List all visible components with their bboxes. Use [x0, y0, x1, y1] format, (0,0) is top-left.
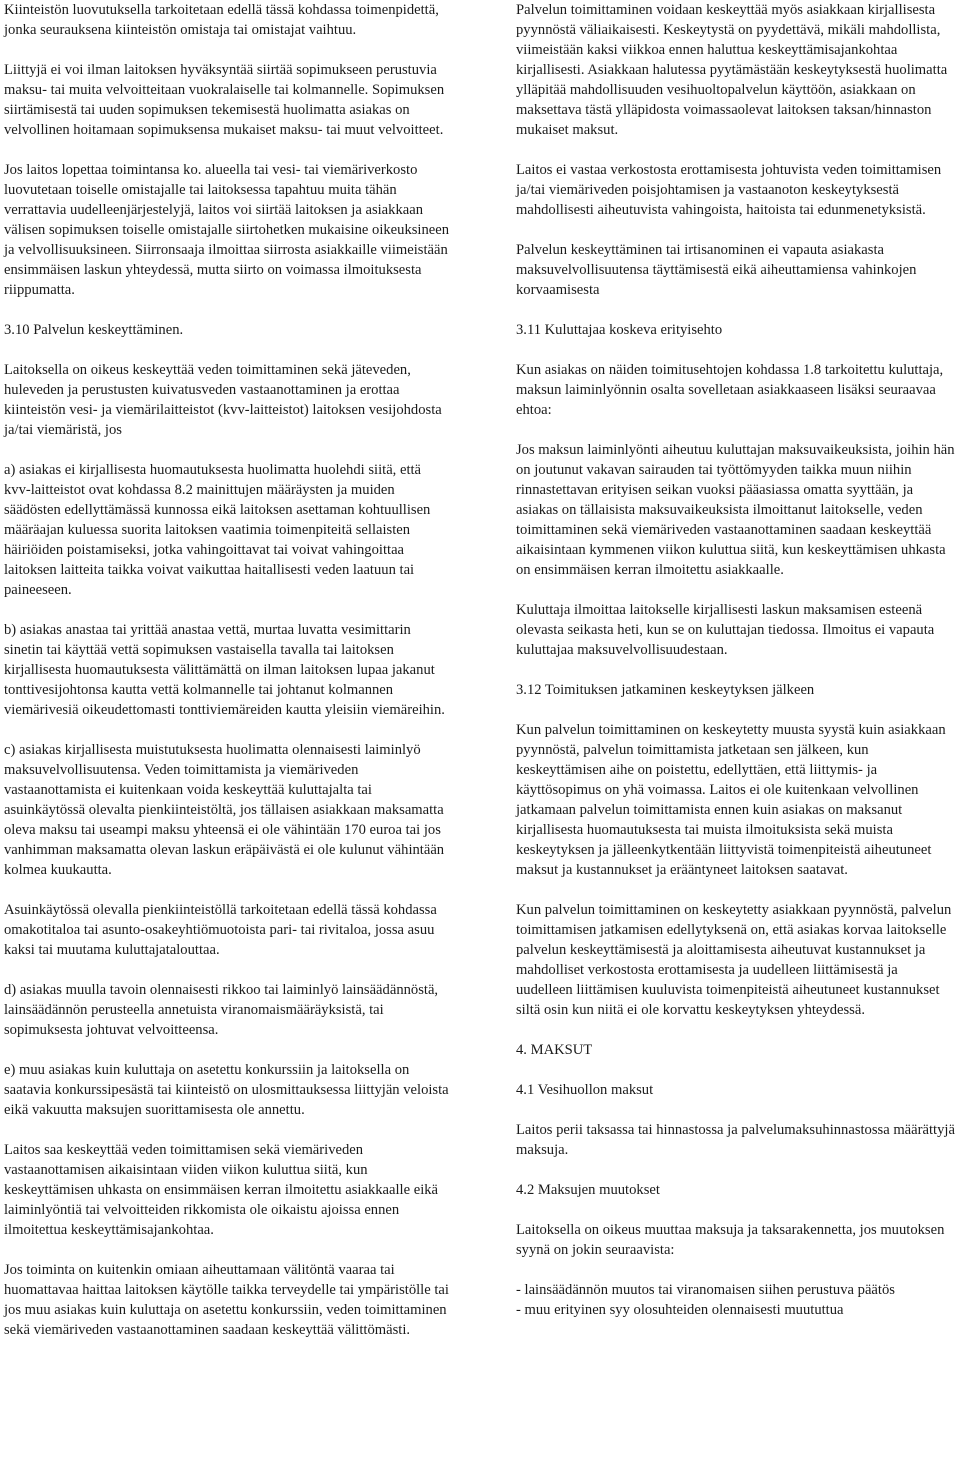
list-item: - lainsäädännön muutos tai viranomaisen siihen perustuva päätös — [516, 1282, 895, 1298]
list-item-e: e) muu asiakas kuin kuluttaja on asetettu konkurssiin ja laitoksella on saatavia konkurssipesästä tai kiinteistö on ulosmittauksessa liittyjän veloista eikä vakuutta maksujen suorittamisesta ole annettu. — [4, 1062, 449, 1118]
list-item-d: d) asiakas muulla tavoin olennaisesti rikkoo tai laiminlyö lainsäädännöstä, lainsäädännön perusteella annetuista viranomaismääräyksistä, tai sopimuksesta johtuvat velvoitteensa. — [4, 982, 439, 1038]
list-item-b: b) asiakas anastaa tai yrittää anastaa vettä, murtaa luvatta vesimittarin sinetin tai käyttää vettä sopimuksen vastaisella tavalla tai laitoksen kirjallisesta huomautuksesta välittämättä on ilman laitoksen lupaa jakanut tonttivesijohtonsa kautta vettä kolmannelle tai johtanut kolmannen viemärivesiä oikeudettomasti tonttiviemäreiden kautta yleisiin viemäreihin. — [4, 622, 445, 718]
list-item-a: a) asiakas ei kirjallisesta huomautuksesta huolimatta huolehdi siitä, että kvv-laitteistot ovat kohdassa 8.2 mainittujen määräysten ja muiden säädösten edellyttämässä kunnossa eikä laitoksen asettaman kohtuullisen määräajan kuluessa suorita laitoksen vaatimia toimenpiteitä sellaisten häiriöiden poistamiseksi, jotka vahingoittavat tai voivat vahingoittaa laitoksen laitteita taikka voivat vaikuttaa haitallisesti veden laatuun tai paineeseen. — [4, 462, 431, 598]
paragraph: Jos toiminta on kuitenkin omiaan aiheuttamaan välitöntä vaaraa tai huomattavaa haittaa laitoksen käytölle taikka terveydelle tai ympäristölle tai jos muu asiakas kuin kuluttaja on asetettu konkurssiin, veden toimittaminen sekä viemäriveden vastaanottaminen saadaan keskeyttää välittömästi. — [4, 1262, 449, 1338]
paragraph: Palvelun keskeyttäminen tai irtisanominen ei vapauta asiakasta maksuvelvollisuutensa täyttämisestä eikä aiheuttamiensa vahinkojen korvaamisesta — [516, 242, 917, 298]
paragraph: Laitos perii taksassa tai hinnastossa ja palvelumaksuhinnastossa määrättyjä maksuja. — [516, 1122, 955, 1158]
section-heading: 3.12 Toimituksen jatkaminen keskeytyksen jälkeen — [516, 682, 815, 698]
section-heading: 3.10 Palvelun keskeyttäminen. — [4, 322, 184, 338]
section-heading: 4.1 Vesihuollon maksut — [516, 1082, 654, 1098]
list-item-c: c) asiakas kirjallisesta muistutuksesta huolimatta olennaisesti laiminlyö maksuvelvollisuutensa. Veden toimittamista ja viemäriveden vastaanottamista ei kuitenkaan voida keskeyttää kuluttajalta tai asuinkäytössä olevalta pienkiinteistöltä, jos tällaisen asiakkaan maksamatta oleva maksu tai useampi maksu yhteensä ei ole vähintään 170 euroa tai jos vanhimman maksamatta olevan laskun eräpäivästä ei ole kulunut vähintään kolmea kuukautta. — [4, 742, 445, 878]
paragraph: Laitos saa keskeyttää veden toimittamisen sekä viemäriveden vastaanottamisen aikaisintaan viiden viikon kuluttua siitä, kun keskeyttämisen uhkasta on ensimmäisen kerran ilmoitettu asiakkaalle eikä laiminlyöntiä tai velvoitteiden rikkomista ole oikaistu ajoissa ennen ilmoitettua keskeyttämisajankohtaa. — [4, 1142, 439, 1238]
right-column — [516, 0, 956, 1320]
paragraph: Laitoksella on oikeus keskeyttää veden toimittaminen sekä jäteveden, huleveden ja perustusten kuivatusveden vastaanottaminen ja erottaa kiinteistön vesi- ja viemärilaitteistot (kvv-laitteistot) laitoksen vesijohdosta ja/tai viemäristä, jos — [4, 362, 442, 438]
section-heading: 4.2 Maksujen muutokset — [516, 1182, 660, 1198]
paragraph: Kuluttaja ilmoittaa laitokselle kirjallisesti laskun maksamisen esteenä olevasta seikasta heti, kun se on kuluttajan tiedossa. Ilmoitus ei vapauta kuluttajaa maksuvelvollisuudestaan. — [516, 602, 935, 658]
paragraph: Laitoksella on oikeus muuttaa maksuja ja taksarakennetta, jos muutoksen syynä on jokin seuraavista: — [516, 1222, 945, 1258]
paragraph: Liittyjä ei voi ilman laitoksen hyväksyntää siirtää sopimukseen perustuvia maksu- tai muita velvoitteitaan vuokralaiselle tai kolmannelle. Sopimuksen siirtämisestä tai uuden sopimuksen tekemisestä huolimatta asiakas on velvollinen hoitamaan sopimuksensa mukaiset maksu- tai muut velvoitteet. — [4, 62, 445, 138]
paragraph: Kun palvelun toimittaminen on keskeytetty muusta syystä kuin asiakkaan pyynnöstä, palvelun toimittamista jatketaan sen jälkeen, kun keskeyttämisen aihe on poistettu, edellyttäen, että liittymis- ja käyttösopimus on yhä voimassa. Laitos ei ole kuitenkaan velvollinen jatkamaan palvelun toimittamista ennen kuin asiakas on maksanut kirjallisesta huomautuksesta tai muista ilmoituksista sekä muista keskeytyksen ja jälleenkytkentään liittyvistä toimenpiteistä aiheutuneet maksut ja kustannukset ja erääntyneet laitoksen saatavat. — [516, 722, 946, 878]
section-heading: 3.11 Kuluttajaa koskeva erityisehto — [516, 322, 723, 338]
paragraph: Palvelun toimittaminen voidaan keskeyttää myös asiakkaan kirjallisesta pyynnöstä väliaikaisesti. Keskeytystä on pyydettävä, mikäli mahdollista, viimeistään kaksi viikkoa ennen haluttua keskeyttämisajankohtaa kirjallisesti. Asiakkaan halutessa pyytämästään keskeytyksestä huolimatta ylläpitää mahdollisuuden vesihuoltopalvelun käyttöön, asiakkaan on maksettava tästä ylläpidosta voimassaolevat laitoksen taksan/hinnaston mukaiset maksut. — [516, 2, 948, 138]
paragraph: Jos laitos lopettaa toimintansa ko. alueella tai vesi- tai viemäriverkosto luovutetaan toiselle omistajalle tai laitoksessa tapahtuu muita tähän verrattavia uudelleenjärjestelyjä, laitos voi siirtää laitoksen ja asiakkaan välisen sopimuksen toiselle omistajalle siirtohetken mukaisine oikeuksineen ja velvollisuuksineen. Siirronsaaja ilmoittaa siirrosta asiakkaille viimeistään ensimmäisen laskun yhteydessä, mutta siirto on voimassa ilmoituksesta riippumatta. — [4, 162, 450, 298]
list-item: - muu erityinen syy olosuhteiden olennaisesti muututtua — [516, 1302, 844, 1318]
paragraph: Asuinkäytössä olevalla pienkiinteistöllä tarkoitetaan edellä tässä kohdassa omakotitaloa tai asunto-osakeyhtiömuotoista pari- tai rivitaloa, jossa asuu kaksi tai muutama kuluttajatalouttaa. — [4, 902, 437, 958]
paragraph: Kiinteistön luovutuksella tarkoitetaan edellä tässä kohdassa toimenpidettä, jonka seurauksena kiinteistön omistaja tai omistajat vaihtuu. — [4, 2, 439, 38]
left-column — [4, 0, 450, 1340]
paragraph: Kun palvelun toimittaminen on keskeytetty asiakkaan pyynnöstä, palvelun toimittamisen jatkamisen edellytyksenä on, että asiakas korvaa laitokselle palvelun keskeyttämisestä ja aloittamisesta aiheutuvat kustannukset ja mahdolliset verkostosta erottamisesta ja uudelleen liittämisestä ja uudelleen liittämisen kuuluvista toimenpiteistä aiheutuneet kustannukset siltä osin kun niitä ei ole korvattu keskeytyksen yhteydessä. — [516, 902, 952, 1018]
paragraph: Kun asiakas on näiden toimitusehtojen kohdassa 1.8 tarkoitettu kuluttaja, maksun laiminlyönnin osalta sovelletaan asiakkaaseen lisäksi seuraavaa ehtoa: — [516, 362, 944, 418]
chapter-heading: 4. MAKSUT — [516, 1042, 593, 1058]
paragraph: Laitos ei vastaa verkostosta erottamisesta johtuvista veden toimittamisen ja/tai viemäriveden poisjohtamisen ja vastaanoton keskeytyksestä mahdollisesti aiheutuvista vahingoista, haitoista tai edunmenetyksistä. — [516, 162, 942, 218]
paragraph: Jos maksun laiminlyönti aiheutuu kuluttajan maksuvaikeuksista, joihin hän on joutunut vakavan sairauden tai työttömyyden taikka muun niihin rinnastettavan erityisen seikan vuoksi pääasiassa omatta syyttään, ja asiakas on tällaisista maksuvaikeuksista ilmoittanut laitokselle, veden toimittaminen sekä viemäriveden vastaanottaminen saadaan keskeyttää aikaisintaan kymmenen viikon kuluttua siitä, kun keskeyttämisen uhkasta on ensimmäisen kerran ilmoitettu asiakkaalle. — [516, 442, 955, 578]
